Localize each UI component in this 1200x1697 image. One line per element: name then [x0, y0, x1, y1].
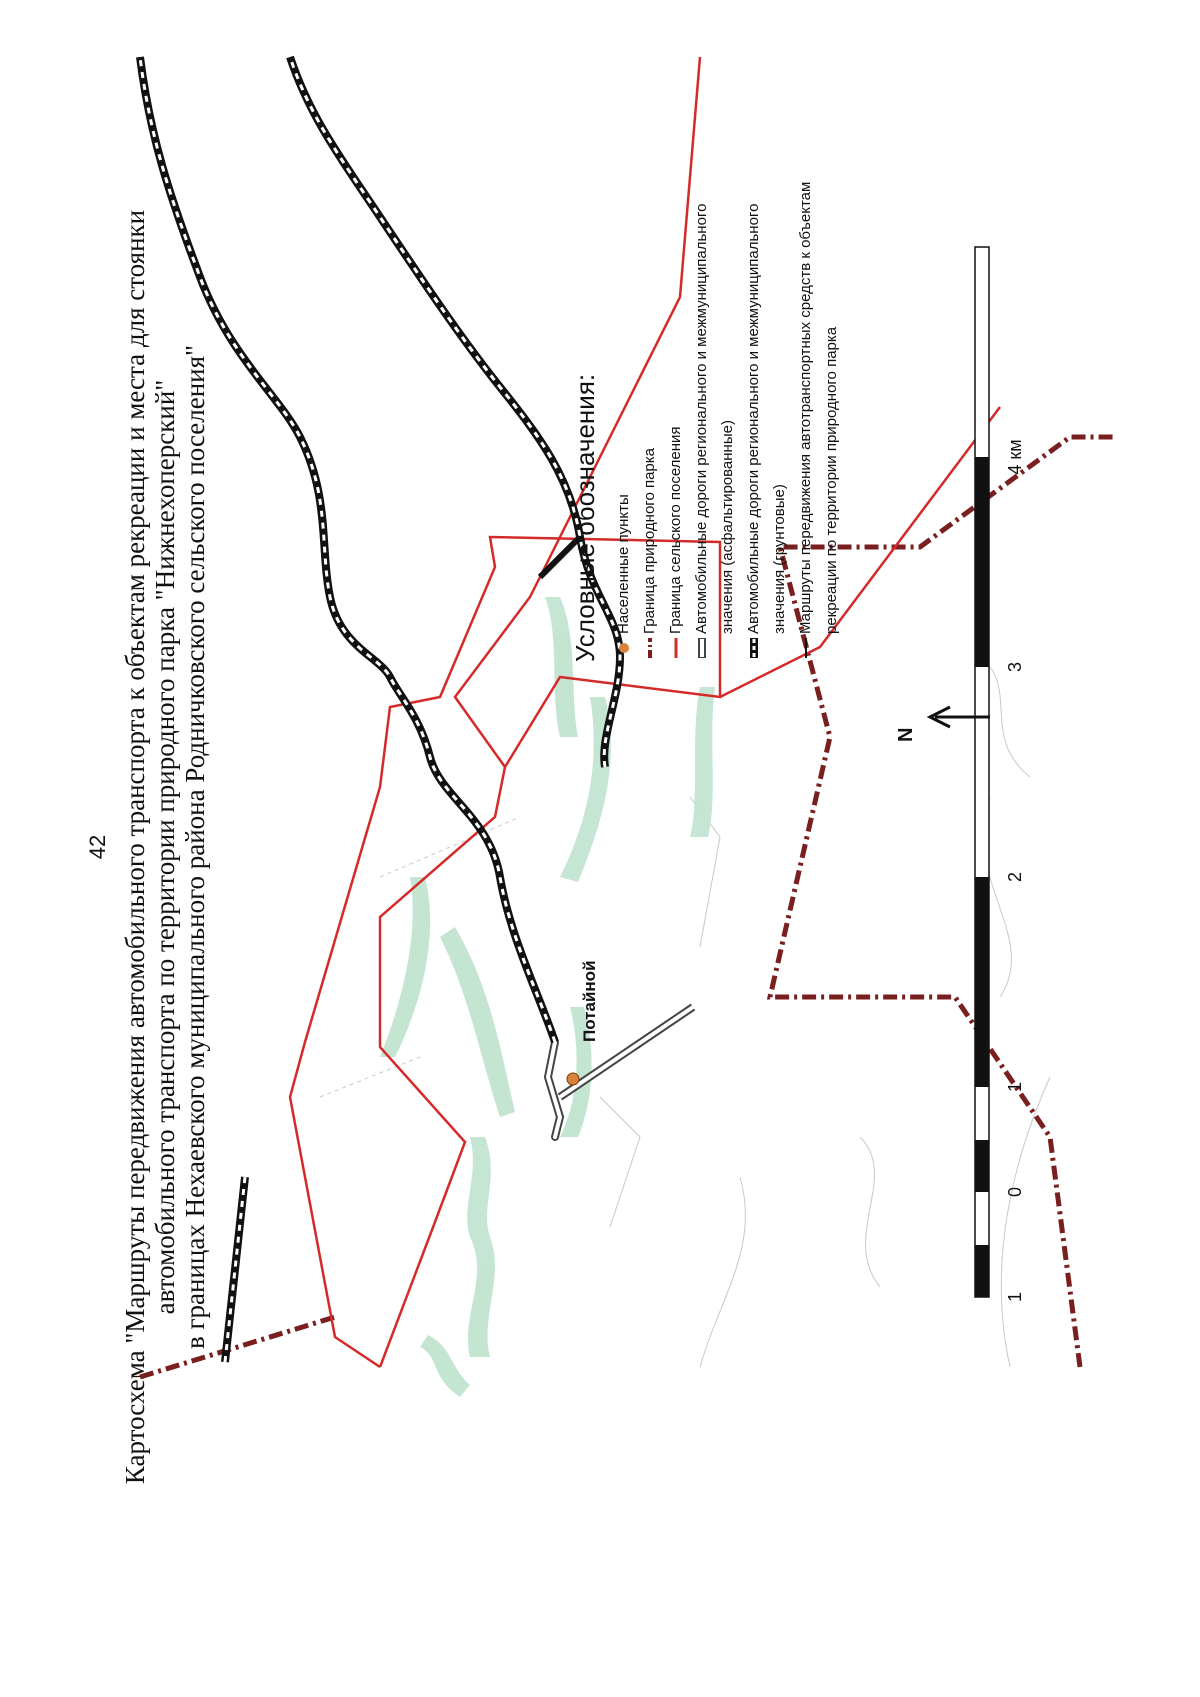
settlement-dot-icon: [611, 634, 637, 662]
scale-label-1-left: 1: [1005, 1292, 1025, 1303]
map-title-line-1: Картосхема "Маршруты передвижения автомобильного транспорта к объектам рекреации и места для стоянки: [120, 209, 150, 1485]
legend-item-dirt-roads: Автомобильные дороги регионального и межмуниципального значения (грунтовые): [741, 142, 793, 662]
route-line-icon: [793, 634, 819, 662]
dirt-roads: [140, 57, 620, 1362]
legend-heading: Условные обозначения:: [570, 373, 600, 662]
map-title-line-2: автомобильного транспорта по территории природного парка "Нижнехоперский": [150, 379, 180, 1315]
legend-item-routes: Маршруты передвижения автотранспортных средств к объектам рекреации по территории природного парка: [793, 142, 845, 662]
scale-label-4-km: 4 км: [1005, 439, 1025, 475]
scale-label-3: 3: [1005, 662, 1025, 673]
scale-label-2: 2: [1005, 872, 1025, 883]
vegetation-areas: [380, 597, 715, 1397]
north-arrow-label: N: [895, 727, 917, 742]
legend-item-park-boundary: Граница природного парка: [637, 142, 663, 662]
scale-label-0: 0: [1005, 1187, 1025, 1198]
park-boundary-line-icon: [637, 634, 663, 662]
legend-item-settlements: Населенные пункты: [611, 142, 637, 662]
scale-bar: [975, 247, 989, 1297]
dirt-road-icon: [741, 634, 767, 662]
map-legend: [570, 142, 845, 662]
settlement-label: Потайной: [580, 960, 599, 1042]
legend-item-paved-roads: Автомобильные дороги регионального и межмуниципального значения (асфальтированные): [689, 142, 741, 662]
settlement-boundary-line-icon: [663, 634, 689, 662]
settlement-dot-icon: [567, 1073, 579, 1085]
map-title-line-3: в границах Нехаевского муниципального района Родничковского сельского поселения": [180, 344, 210, 1350]
scale-label-1: 1: [1005, 1082, 1025, 1093]
page-number: 42: [85, 834, 110, 860]
paved-road-icon: [689, 634, 715, 662]
legend-item-settlement-boundary: Граница сельского поселения: [663, 142, 689, 662]
